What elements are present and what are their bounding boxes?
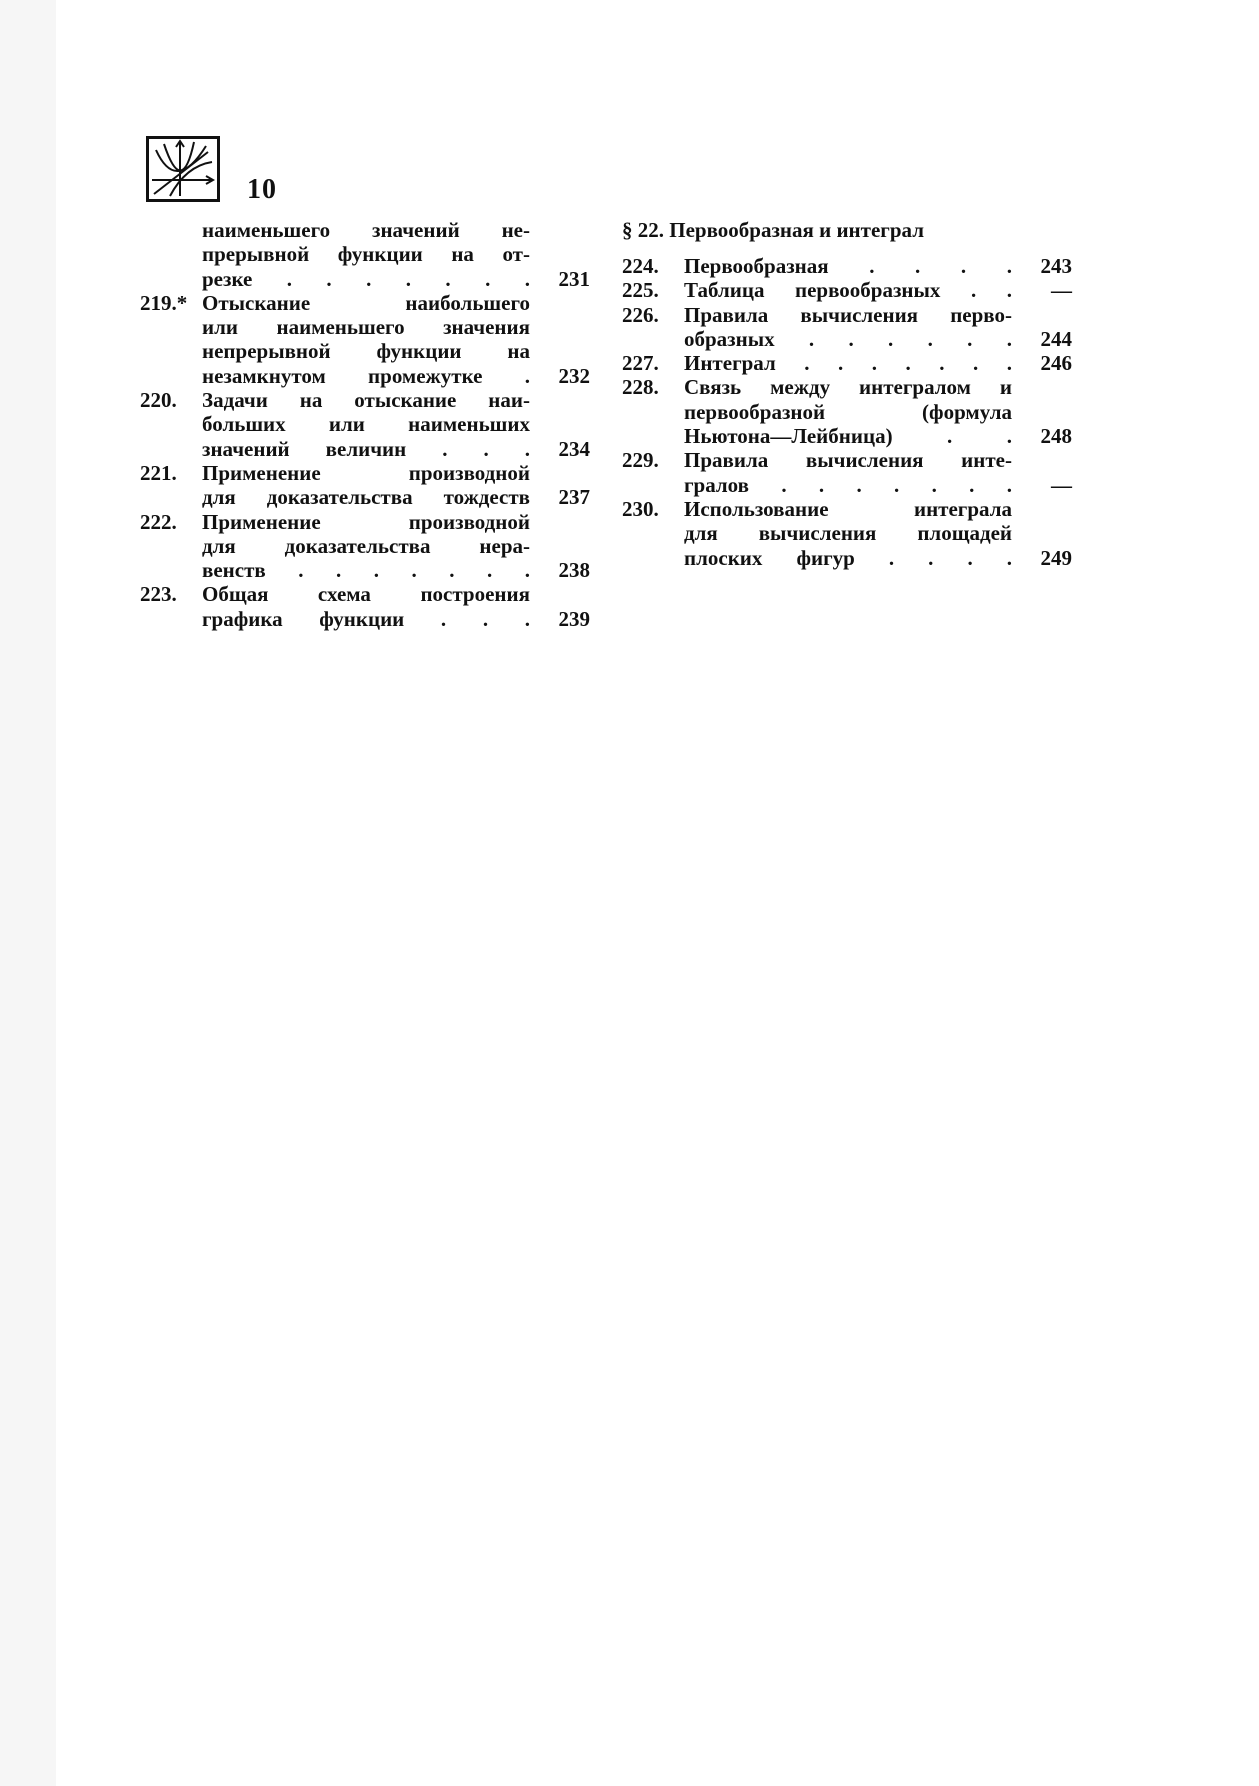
scan-margin-shade (0, 0, 56, 1786)
entry-line: или наименьшего значения (202, 315, 530, 340)
entry-page: — (1051, 472, 1072, 497)
entry-page: — (1051, 278, 1072, 303)
entry-text (202, 291, 530, 388)
entry-line: наименьшего значений не- (202, 218, 530, 242)
entry-text (202, 218, 530, 291)
entry-page: 244 (1040, 326, 1072, 351)
toc-entry (622, 448, 1072, 497)
entry-page: 249 (1040, 545, 1072, 570)
toc-left-column (140, 218, 590, 631)
toc-entry (140, 388, 590, 461)
toc-entry (622, 497, 1072, 570)
toc-entry (622, 278, 1072, 302)
entry-line: Первообразная . . . . (684, 254, 1012, 278)
entry-line: гралов . . . . . . . (684, 472, 1012, 497)
entry-text (202, 388, 530, 461)
entry-line: Интеграл . . . . . . . (684, 351, 1012, 376)
entry-text (202, 582, 530, 631)
entry-line: непрерывной функции на (202, 339, 530, 364)
toc-entry (622, 254, 1072, 278)
page-number: 10 (247, 174, 277, 205)
toc-entry (622, 351, 1072, 375)
toc-entry (140, 218, 590, 291)
entry-page: 232 (558, 363, 590, 388)
entry-line: Ньютона—Лейбница) . . (684, 424, 1012, 449)
entry-number: 228. (622, 375, 659, 400)
entry-line: Задачи на отыскание наи- (202, 388, 530, 413)
entry-line: Таблица первообразных . . (684, 278, 1012, 303)
toc-entry (140, 291, 590, 388)
entry-number: 227. (622, 351, 659, 376)
toc-entry (140, 510, 590, 583)
entry-line: Отыскание наибольшего (202, 290, 530, 315)
entry-number: 225. (622, 278, 659, 303)
entry-text (684, 254, 1012, 278)
entry-page: 248 (1040, 424, 1072, 449)
entry-number: 219.* (140, 290, 188, 315)
entry-page: 238 (558, 558, 590, 583)
entry-text (202, 510, 530, 583)
entry-text (684, 448, 1012, 497)
entry-line: прерывной функции на от- (202, 242, 530, 267)
entry-number: 224. (622, 254, 659, 278)
entry-line: Правила вычисления инте- (684, 448, 1012, 473)
entry-line: значений величин . . . (202, 436, 530, 461)
toc-entry (622, 375, 1072, 448)
entry-text (684, 497, 1012, 570)
entry-line: Правила вычисления перво- (684, 302, 1012, 327)
entry-line: незамкнутом промежутке . (202, 363, 530, 388)
toc-entry (622, 303, 1072, 352)
toc-right-column (622, 218, 1072, 570)
entry-line: Использование интеграла (684, 496, 1012, 521)
entry-page: 231 (558, 266, 590, 291)
entry-text (684, 303, 1012, 352)
entry-line: для доказательства нера- (202, 533, 530, 558)
entry-line: образных . . . . . . (684, 326, 1012, 351)
entry-line: графика функции . . . (202, 606, 530, 631)
entry-text (684, 351, 1012, 375)
entry-text (684, 278, 1012, 302)
entry-text (202, 461, 530, 510)
entry-number: 221. (140, 460, 177, 485)
entry-number: 223. (140, 582, 177, 607)
section-heading: § 22. Первообразная и интеграл (622, 218, 924, 242)
entry-number: 226. (622, 302, 659, 327)
entry-line: Связь между интегралом и (684, 375, 1012, 400)
entry-number: 230. (622, 496, 659, 521)
toc-entry (140, 461, 590, 510)
entry-line: Применение производной (202, 460, 530, 485)
entry-line: резке . . . . . . . (202, 266, 530, 291)
entry-number: 220. (140, 388, 177, 413)
entry-line: Общая схема построения (202, 582, 530, 607)
entry-page: 237 (558, 485, 590, 510)
entry-number: 229. (622, 448, 659, 473)
entry-line: Применение производной (202, 509, 530, 534)
entry-page: 234 (558, 436, 590, 461)
entry-page: 239 (558, 606, 590, 631)
entry-line: первообразной (формула (684, 399, 1012, 424)
entry-line: для вычисления площадей (684, 521, 1012, 546)
entry-number: 222. (140, 509, 177, 534)
entry-text (684, 375, 1012, 448)
entry-page: 246 (1040, 351, 1072, 376)
entry-line: венств . . . . . . . (202, 558, 530, 583)
toc-entry (140, 582, 590, 631)
entry-line: больших или наименьших (202, 412, 530, 437)
function-graphs-logo-icon (146, 136, 220, 202)
entry-page: 243 (1040, 254, 1072, 278)
entry-line: плоских фигур . . . . (684, 545, 1012, 570)
entry-line: для доказательства тождеств (202, 485, 530, 510)
